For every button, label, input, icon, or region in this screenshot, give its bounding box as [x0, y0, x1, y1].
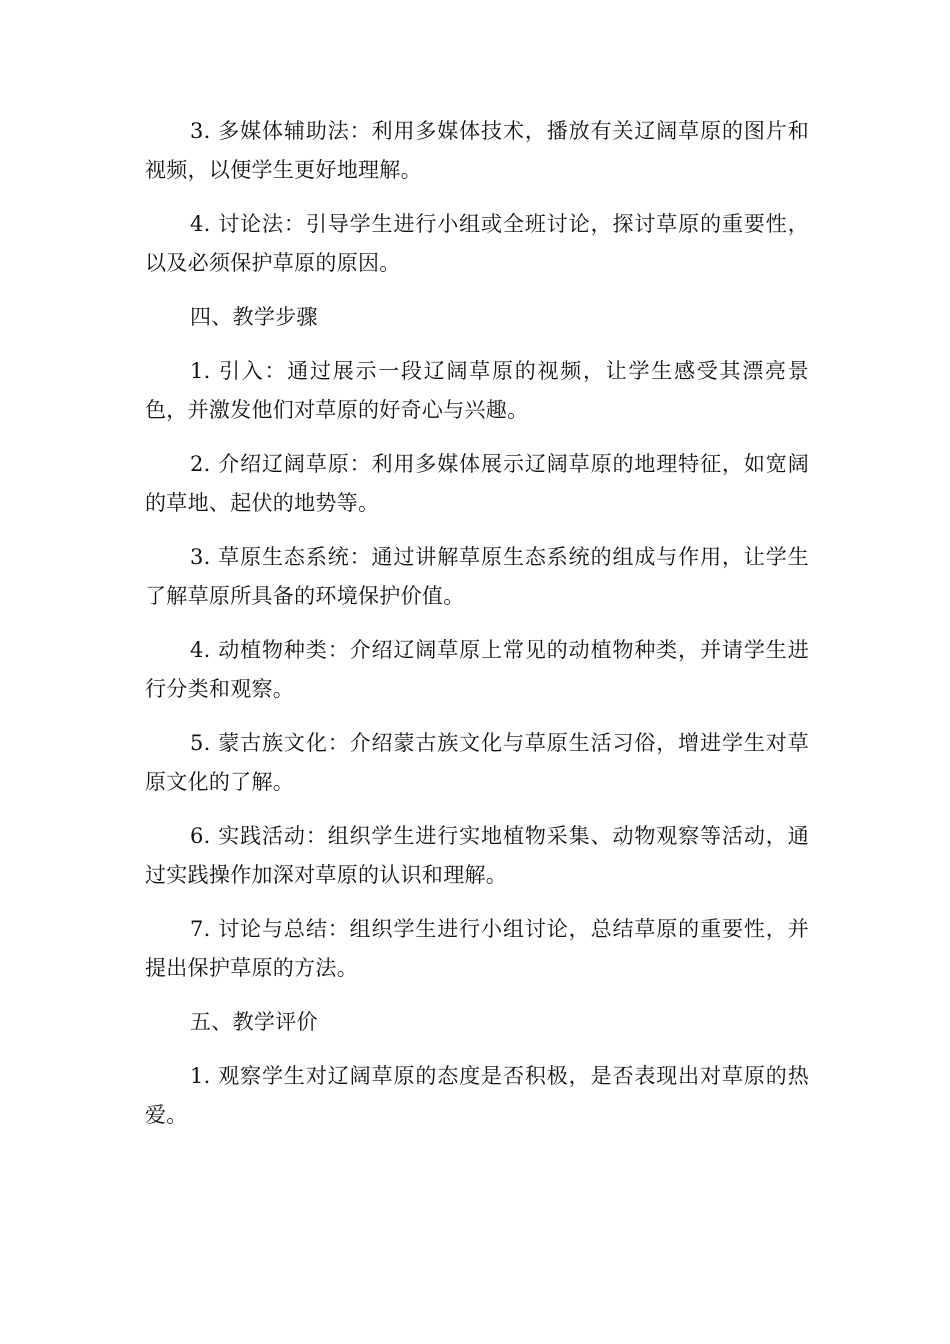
section-heading-teaching-evaluation: 五、教学评价: [190, 1010, 318, 1034]
paragraph-step-ecosystem: 3. 草原生态系统：通过讲解草原生态系统的组成与作用，让学生了解草原所具备的环境保护价值。: [145, 545, 809, 608]
paragraph-step-species: 4. 动植物种类：介绍辽阔草原上常见的动植物种类，并请学生进行分类和观察。: [145, 638, 809, 701]
paragraph-method-multimedia: 3. 多媒体辅助法：利用多媒体技术，播放有关辽阔草原的图片和视频，以便学生更好地理解。: [145, 119, 809, 182]
paragraph-step-mongolian-culture: 5. 蒙古族文化：介绍蒙古族文化与草原生活习俗，增进学生对草原文化的了解。: [145, 731, 809, 794]
paragraph-method-discussion: 4. 讨论法：引导学生进行小组或全班讨论，探讨草原的重要性，以及必须保护草原的原因。: [145, 212, 809, 275]
paragraph-evaluation-attitude: 1. 观察学生对辽阔草原的态度是否积极，是否表现出对草原的热爱。: [145, 1064, 809, 1127]
paragraph-step-practice: 6. 实践活动：组织学生进行实地植物采集、动物观察等活动，通过实践操作加深对草原的认识和理解。: [145, 824, 809, 887]
section-heading-teaching-steps: 四、教学步骤: [190, 305, 318, 329]
document-body: [145, 112, 809, 1150]
paragraph-step-discussion-summary: 7. 讨论与总结：组织学生进行小组讨论，总结草原的重要性，并提出保护草原的方法。: [145, 917, 809, 980]
paragraph-step-grassland-intro: 2. 介绍辽阔草原：利用多媒体展示辽阔草原的地理特征，如宽阔的草地、起伏的地势等。: [145, 452, 809, 515]
paragraph-step-introduction: 1. 引入：通过展示一段辽阔草原的视频，让学生感受其漂亮景色，并激发他们对草原的好奇心与兴趣。: [145, 359, 809, 422]
